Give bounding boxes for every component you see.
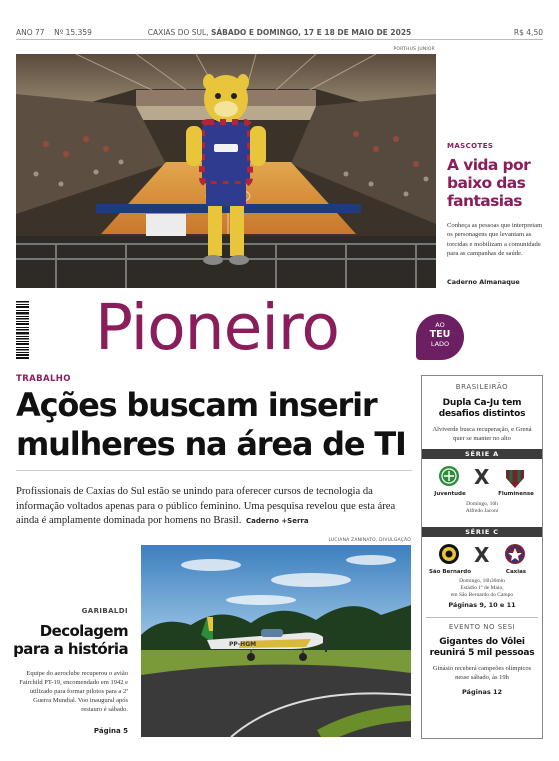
fluminense-crest-icon (504, 464, 526, 488)
sports-pages-ref[interactable]: Páginas 9, 10 e 11 (448, 601, 516, 609)
mascot-photo[interactable] (16, 54, 436, 288)
top-story-headline[interactable] (447, 156, 547, 210)
top-headline-line-2: baixo das (447, 174, 526, 192)
badge-line-2: TEU (429, 329, 451, 340)
serie-a-home: Juventude (434, 491, 466, 497)
top-story-summary: Conheça as pessoas que interpretam os personagens que levantam as torcidas e mobilizam a comunidade para as campanhas de saúde. (447, 222, 543, 257)
serie-c-info-line-2: Estádio 1º de Maio, (460, 585, 504, 591)
serie-a-info-line-1: Domingo, 16h (466, 501, 498, 507)
serie-c-match[interactable] (422, 537, 542, 613)
serie-c-info-line-1: Domingo, 16h30min (459, 578, 505, 584)
serie-c-away: Caxias (505, 569, 527, 575)
second-story-headline[interactable] (12, 622, 128, 658)
main-story-headline[interactable] (16, 386, 411, 464)
sidebar-headline[interactable] (422, 398, 542, 420)
main-story-summary-text: Profissionais de Caxias do Sul estão se unindo para oferecer cursos de tecnologia da informação voltados apenas para o público feminino. Uma pesquisa revelou que esta área ainda é amplamente dominada por homens no Brasil. (16, 486, 396, 527)
sidebar-section: BRASILEIRÃO (455, 383, 509, 391)
serie-a-label: SÉRIE A (422, 449, 542, 459)
airplane-photo[interactable] (141, 545, 411, 737)
second-story-summary: Equipe do aeroclube recuperou o avião Fairchild PT-19, encomendado em 1942 e utilizado para formar pilotos para a 2ª Guerra Mundial. Voo inaugural após restauro é sábado. (19, 670, 128, 714)
serie-c-info-line-3: em São Bernardo do Campo (450, 592, 514, 598)
second-story-ref[interactable]: Página 5 (93, 727, 128, 735)
airplane-photo-image (141, 545, 411, 737)
top-photo-credit: PORTHUS JUNIOR (393, 47, 435, 52)
edition-number: ANO 77 Nº 15.359 (16, 28, 92, 37)
sidebar-headline-line-1: Dupla Ca-Ju tem (442, 398, 522, 408)
barcode (16, 301, 29, 359)
serie-c-info (422, 578, 542, 599)
main-story-summary (16, 485, 412, 529)
divider (16, 470, 412, 471)
top-headline-line-3: fantasias (447, 192, 522, 210)
top-headline-line-1: A vida por (447, 156, 531, 174)
main-story-kicker: TRABALHO (16, 374, 71, 384)
masthead-badge (416, 314, 464, 360)
main-headline-line-1: Ações buscam inserir (16, 386, 377, 424)
event-headline-line-2: reunirá 5 mil pessoas (429, 648, 535, 658)
badge-line-3: LADO (430, 340, 450, 348)
second-headline-line-2: para a história (13, 640, 128, 658)
event-headline[interactable] (422, 637, 542, 659)
serie-a-away: Fluminense (498, 491, 534, 497)
juventude-crest-icon (438, 465, 460, 487)
sidebar-summary: Alviverde busca recuperação, e Grená quer se manter no alto (432, 426, 532, 442)
badge-line-1: AO (435, 321, 445, 329)
masthead-logo[interactable]: Pioneiro (95, 291, 339, 364)
event-ref[interactable]: Páginas 12 (461, 688, 503, 696)
plane-registration: PP-HGM (229, 641, 257, 648)
event-summary: Ginásio receberá campeões olímpicos nesse sábado, às 19h (432, 665, 532, 681)
second-headline-line-1: Decolagem (39, 622, 128, 640)
versus-icon-a: X (474, 465, 490, 489)
sidebar-headline-line-2: desafios distintos (438, 409, 526, 419)
serie-a-info (422, 501, 542, 515)
sidebar-divider (426, 617, 538, 618)
plane-photo-credit: LUCIANA ZANINATO, DIVULGAÇÃO (328, 538, 411, 543)
serie-a-match[interactable] (422, 459, 542, 521)
sao-bernardo-crest-icon (438, 543, 460, 565)
versus-icon-c: X (474, 543, 490, 567)
price: R$ 4,50 (513, 28, 543, 37)
mascot-photo-image (16, 54, 436, 288)
edition-bar (16, 26, 543, 40)
top-story-kicker: MASCOTES (447, 142, 494, 150)
second-story-kicker: GARIBALDI (81, 607, 128, 615)
dateline-date: SÁBADO E DOMINGO, 17 E 18 DE MAIO DE 2025 (210, 28, 412, 37)
serie-c-home: São Bernardo (428, 569, 472, 575)
dateline (16, 28, 543, 37)
serie-a-info-line-2: Alfredo Jaconi (465, 508, 499, 514)
dateline-city: CAXIAS DO SUL, (147, 28, 211, 37)
top-story-ref[interactable]: Caderno Almanaque (447, 278, 520, 286)
main-story-ref[interactable]: Caderno +Serra (246, 517, 309, 526)
serie-c-label: SÉRIE C (422, 527, 542, 537)
caxias-crest-icon (504, 542, 526, 566)
sports-sidebar (421, 375, 543, 739)
main-headline-line-2: mulheres na área de TI (16, 425, 406, 463)
event-label: EVENTO NO SESI (448, 623, 516, 631)
event-headline-line-1: Gigantes do Vôlei (439, 637, 525, 647)
